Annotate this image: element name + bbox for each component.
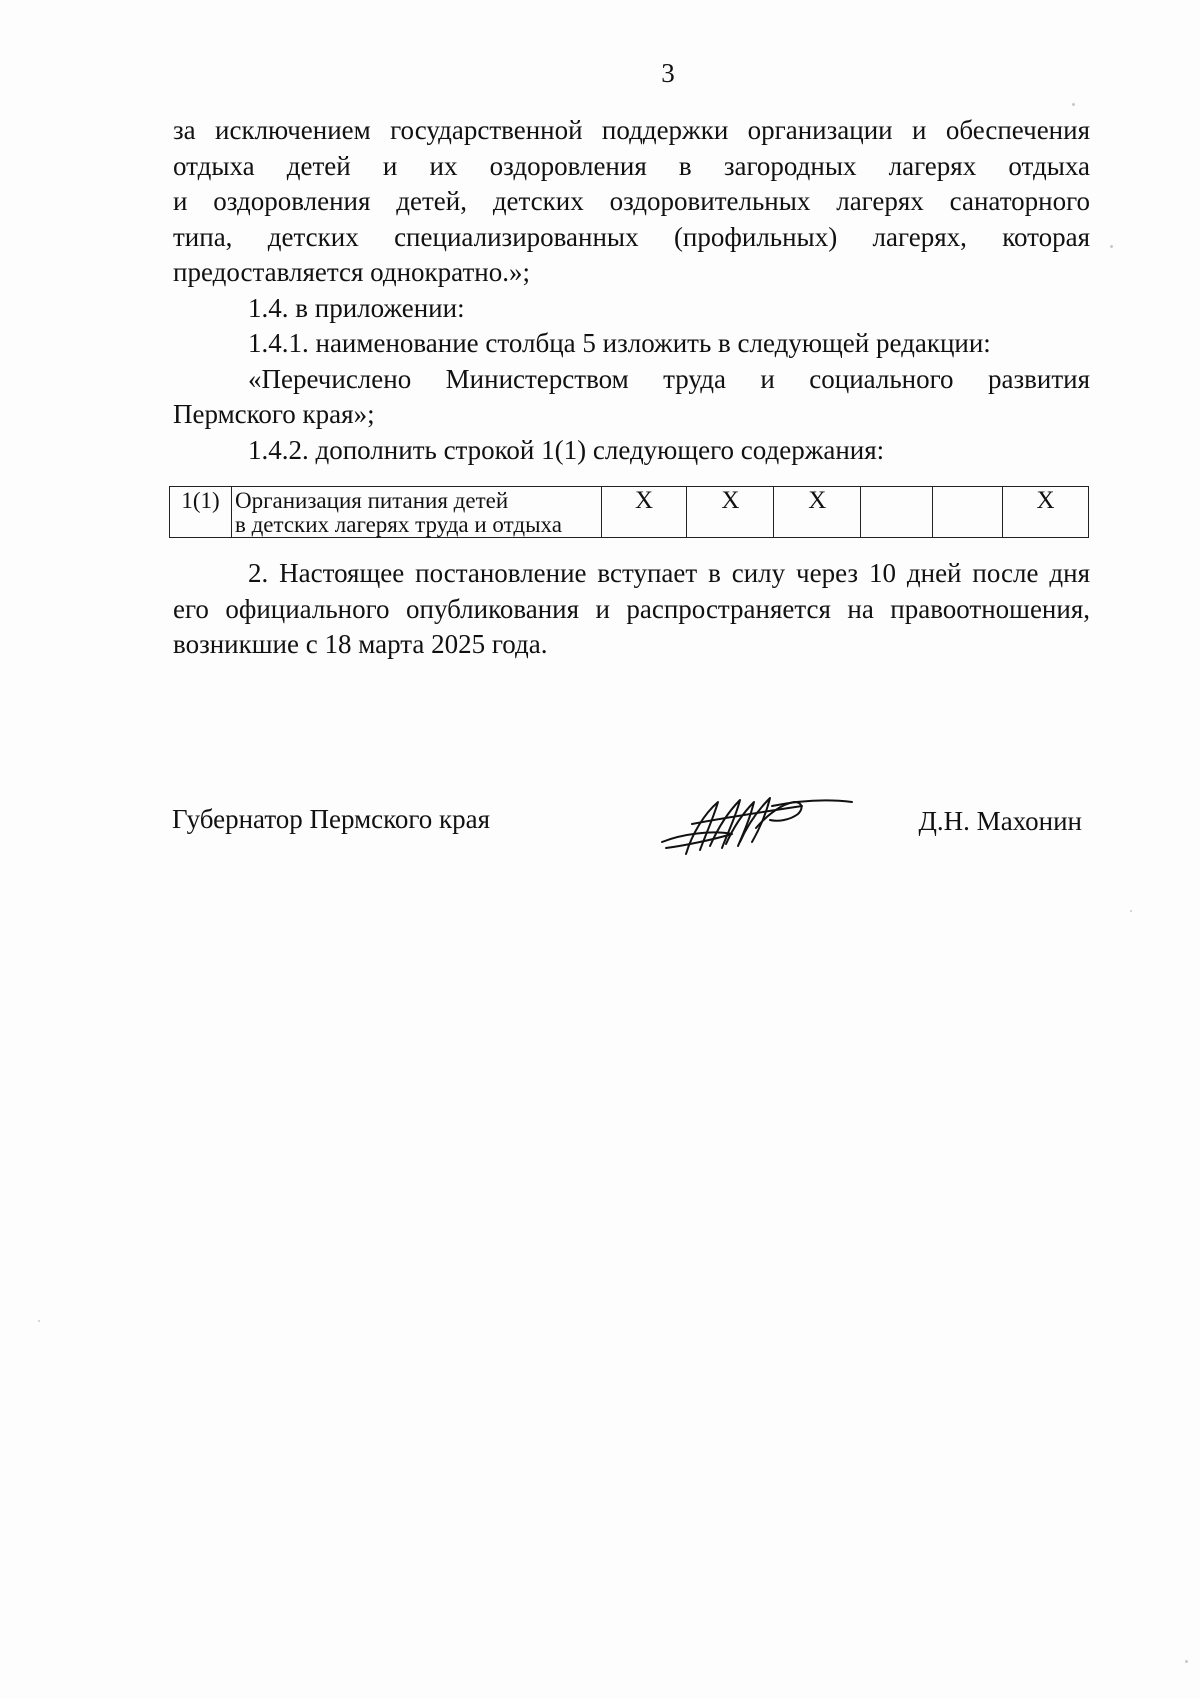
text-line: типа, детских специализированных (профильных) лагерях, которая xyxy=(173,221,1090,252)
text-line: возникшие с 18 марта 2025 года. xyxy=(173,629,548,659)
handwritten-signature xyxy=(652,784,862,864)
table-cell: X xyxy=(601,487,687,538)
inserted-row-table xyxy=(169,486,1089,538)
table-cell xyxy=(861,487,933,538)
item-2-paragraph xyxy=(173,556,1090,663)
body-text xyxy=(173,113,1090,468)
text-line: его официального опубликования и распространяется на правоотношения, xyxy=(173,593,1090,624)
scan-speck xyxy=(1185,1660,1188,1663)
item-1-4-1: 1.4.1. наименование столбца 5 изложить в следующей редакции: xyxy=(248,328,991,358)
table-cell: X xyxy=(1003,487,1089,538)
page-number: 3 xyxy=(661,58,675,88)
signatory-name: Д.Н. Махонин xyxy=(918,806,1082,836)
table-cell xyxy=(933,487,1003,538)
text-line: отдыха детей и их оздоровления в загородных лагерях отдыха xyxy=(173,150,1090,181)
row-number-cell: 1(1) xyxy=(170,487,232,538)
scan-speck xyxy=(38,1320,40,1322)
scan-speck xyxy=(1130,910,1132,912)
item-1-4-2: 1.4.2. дополнить строкой 1(1) следующего содержания: xyxy=(248,434,885,465)
row-name-line: в детских лагерях труда и отдыха xyxy=(234,512,562,537)
signature-block xyxy=(172,800,1082,860)
signatory-title: Губернатор Пермского края xyxy=(172,804,491,834)
text-line: 2. Настоящее постановление вступает в силу через 10 дней после дня xyxy=(248,558,1090,588)
quote-line: Пермского края»; xyxy=(173,399,375,429)
item-1-4-heading: 1.4. в приложении: xyxy=(248,292,465,323)
row-name-cell xyxy=(231,487,601,538)
text-line: предоставляется однократно.»; xyxy=(173,257,530,287)
table-row xyxy=(170,487,1089,538)
scan-speck xyxy=(1110,245,1113,248)
quote-line: «Перечислено Министерством труда и социального развития xyxy=(248,363,1090,394)
scan-speck xyxy=(1072,103,1075,106)
text-line: за исключением государственной поддержки организации и обеспечения xyxy=(173,115,1090,145)
text-line: и оздоровления детей, детских оздоровительных лагерях санаторного xyxy=(173,186,1090,216)
table-cell: X xyxy=(687,487,774,538)
table-cell: X xyxy=(774,487,861,538)
row-name-line: Организация питания детей xyxy=(234,488,509,513)
